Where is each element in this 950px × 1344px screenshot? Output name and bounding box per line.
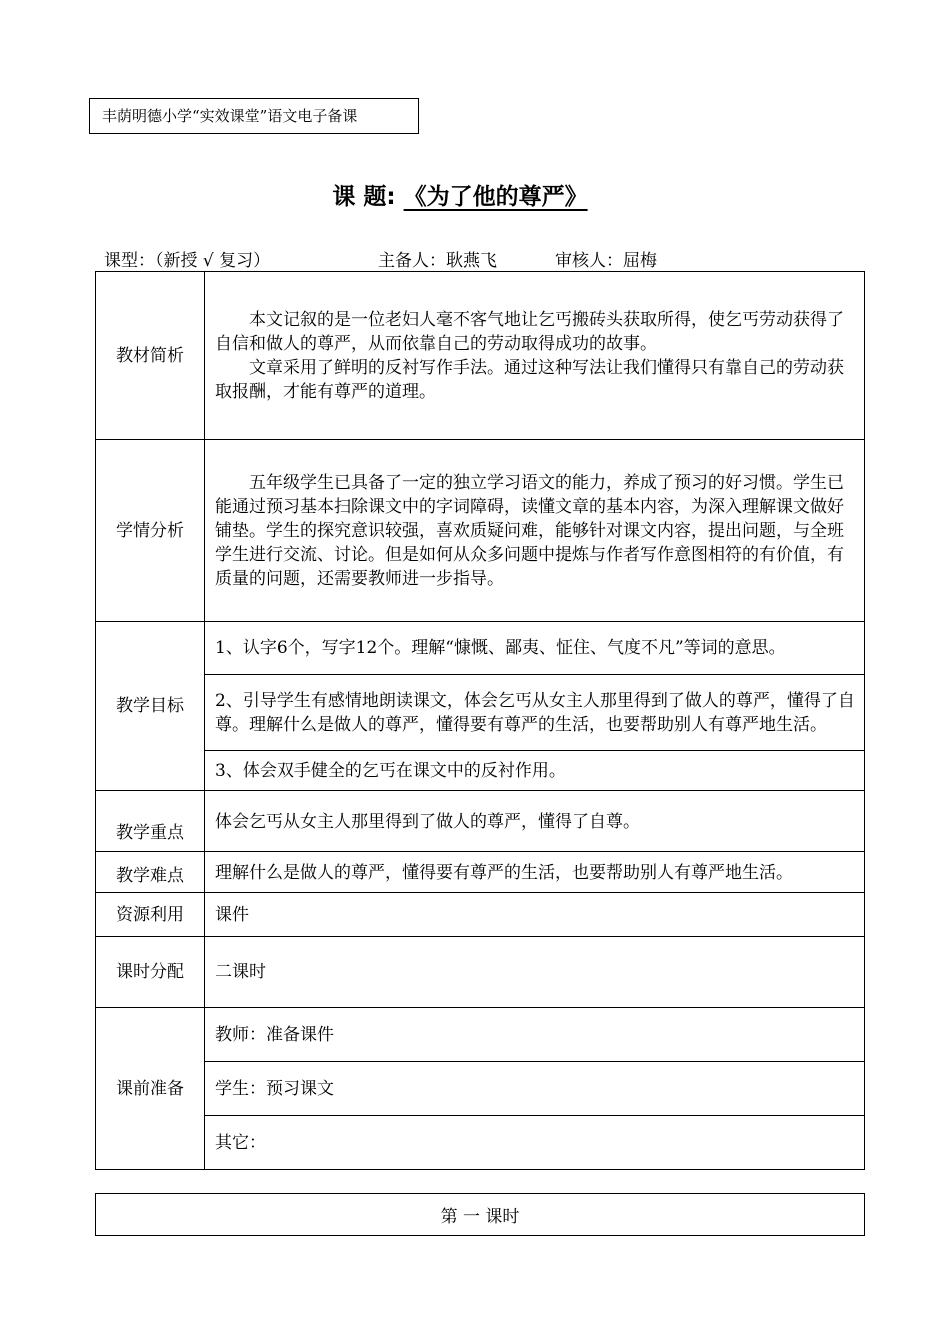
- page-title: [0, 178, 950, 211]
- table-row: [96, 440, 865, 622]
- row-label-goals: 教学目标: [96, 622, 205, 791]
- resources-text: 课件: [205, 893, 865, 937]
- table-row: [96, 1008, 865, 1062]
- table-row: [96, 622, 865, 675]
- table-row: [96, 751, 865, 791]
- lesson-plan-table: [95, 271, 865, 1170]
- table-row: [96, 852, 865, 893]
- row-label-hours: 课时分配: [96, 937, 205, 1008]
- preparer: 主备人：耿燕飞: [378, 251, 497, 271]
- table-row: [96, 1116, 865, 1170]
- row-label-students: 学情分析: [96, 440, 205, 622]
- goal-item: 1、认字6个，写字12个。理解“慷慨、鄙夷、怔住、气度不凡”等词的意思。: [205, 622, 865, 675]
- lesson-title: 《为了他的尊严》: [403, 184, 588, 210]
- school-header-note: 丰荫明德小学“实效课堂”语文电子备课: [89, 98, 419, 134]
- table-row: [96, 791, 865, 852]
- difficulty-point: 理解什么是做人的尊严，懂得要有尊严的生活，也要帮助别人有尊严地生活。: [205, 852, 865, 893]
- prep-student: 学生：预习课文: [205, 1062, 865, 1116]
- table-row: [96, 675, 865, 751]
- table-row: [96, 1062, 865, 1116]
- material-paragraph-2: 文章采用了鲜明的反衬写作手法。通过这种写法让我们懂得只有靠自己的劳动获取报酬，才能有尊严的道理。: [215, 357, 844, 402]
- student-analysis: [205, 440, 865, 622]
- students-paragraph: 五年级学生已具备了一定的独立学习语文的能力，养成了预习的好习惯。学生已能通过预习基本扫除课文中的字词障碍，读懂文章的基本内容，为深入理解课文做好铺垫。学生的探究意识较强，喜欢质疑问难，能够针对课文内容，提出问题，与全班学生进行交流、讨论。但是如何从众多问题中提炼与作者写作意图相符的有价值，有质量的问题，还需要教师进一步指导。: [215, 472, 844, 589]
- row-label-difficulty: 教学难点: [96, 852, 205, 893]
- goal-item: 3、体会双手健全的乞丐在课文中的反衬作用。: [205, 751, 865, 791]
- prep-teacher: 教师：准备课件: [205, 1008, 865, 1062]
- row-label-key: 教学重点: [96, 791, 205, 852]
- material-analysis: [205, 272, 865, 440]
- key-point: 体会乞丐从女主人那里得到了做人的尊严，懂得了自尊。: [205, 791, 865, 852]
- row-label-prep: 课前准备: [96, 1008, 205, 1170]
- material-paragraph-1: 本文记叙的是一位老妇人毫不客气地让乞丐搬砖头获取所得，使乞丐劳动获得了自信和做人的尊严，从而依靠自己的劳动取得成功的故事。: [215, 309, 844, 354]
- prep-other: 其它：: [205, 1116, 865, 1170]
- row-label-resources: 资源利用: [96, 893, 205, 937]
- table-row: [96, 937, 865, 1008]
- reviewer: 审核人：屈梅: [555, 251, 657, 271]
- hours-text: 二课时: [205, 937, 865, 1008]
- lesson-heading: 第 一 课时: [96, 1194, 865, 1236]
- row-label-material: 教材简析: [96, 272, 205, 440]
- table-row: [96, 272, 865, 440]
- table-row: [96, 893, 865, 937]
- lesson-heading-table: [95, 1193, 865, 1236]
- lesson-type: 课型：（新授 √ 复习）: [104, 251, 271, 271]
- title-prefix: 课 题:: [332, 184, 396, 210]
- goal-item: 2、引导学生有感情地朗读课文，体会乞丐从女主人那里得到了做人的尊严，懂得了自尊。理解什么是做人的尊严，懂得要有尊严的生活，也要帮助别人有尊严地生活。: [205, 675, 865, 751]
